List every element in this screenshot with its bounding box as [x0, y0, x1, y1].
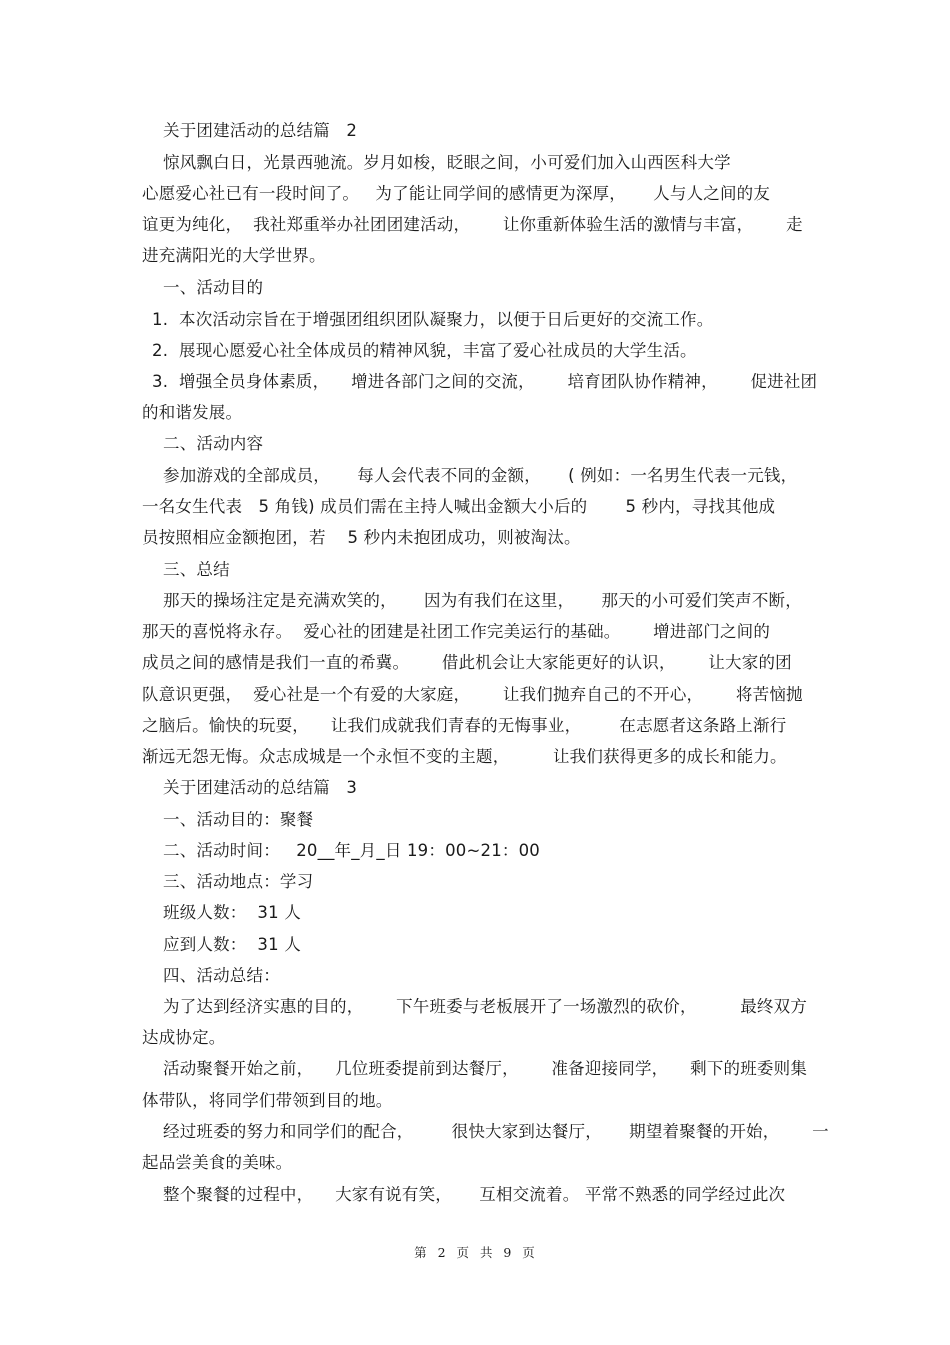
paragraph-line: 达成协定。: [142, 1028, 226, 1047]
subheading: 一、活动目的：聚餐: [163, 810, 314, 829]
paragraph-line: 队意识更强， 爱心社是一个有爱的大家庭， 让我们抛弃自己的不开心， 将苦恼抛: [142, 685, 803, 704]
paragraph-line: 班级人数： 31 人: [163, 903, 301, 922]
subheading: 三、活动地点：学习: [163, 872, 314, 891]
paragraph-line: 惊风飘白日，光景西驰流。岁月如梭，眨眼之间，小可爱们加入山西医科大学: [163, 153, 731, 172]
paragraph-line: 之脑后。愉快的玩耍， 让我们成就我们青春的无悔事业， 在志愿者这条路上渐行: [142, 716, 787, 735]
paragraph-line: 渐远无怨无悔。众志成城是一个永恒不变的主题， 让我们获得更多的成长和能力。: [142, 747, 787, 766]
paragraph-line: 整个聚餐的过程中， 大家有说有笑， 互相交流着。 平常不熟悉的同学经过此次: [163, 1185, 786, 1204]
list-item: 2. 展现心愿爱心社全体成员的精神风貌，丰富了爱心社成员的大学生活。: [152, 341, 697, 360]
paragraph-line: 那天的操场注定是充满欢笑的， 因为有我们在这里， 那天的小可爱们笑声不断，: [163, 591, 802, 610]
section-heading: 关于团建活动的总结篇 3: [163, 778, 358, 797]
subheading: 二、活动时间： 20__年_月_日 19：00~21：00: [163, 841, 540, 860]
paragraph-line: 员按照相应金额抱团，若 5 秒内未抱团成功，则被淘汰。: [142, 528, 581, 547]
subheading: 二、活动内容: [163, 434, 264, 453]
list-item: 3. 增强全员身体素质， 增进各部门之间的交流， 培育团队协作精神， 促进社团: [152, 372, 818, 391]
paragraph-line: 活动聚餐开始之前， 几位班委提前到达餐厅， 准备迎接同学， 剩下的班委则集: [163, 1059, 808, 1078]
paragraph-line: 那天的喜悦将永存。 爱心社的团建是社团工作完美运行的基础。 增进部门之间的: [142, 622, 771, 641]
paragraph-line: 参加游戏的全部成员， 每人会代表不同的金额， ( 例如：一名男生代表一元钱，: [163, 466, 798, 485]
paragraph-line: 心愿爱心社已有一段时间了。 为了能让同学间的感情更为深厚， 人与人之间的友: [142, 184, 771, 203]
paragraph-line: 应到人数： 31 人: [163, 935, 301, 954]
paragraph-line: 谊更为纯化， 我社郑重举办社团团建活动， 让你重新体验生活的激情与丰富， 走: [142, 215, 803, 234]
subheading: 四、活动总结：: [163, 966, 280, 985]
paragraph-line: 成员之间的感情是我们一直的希冀。 借此机会让大家能更好的认识， 让大家的团: [142, 653, 792, 672]
paragraph-line: 起品尝美食的美味。: [142, 1153, 293, 1172]
paragraph-line: 为了达到经济实惠的目的， 下午班委与老板展开了一场激烈的砍价， 最终双方: [163, 997, 808, 1016]
paragraph-line: 的和谐发展。: [142, 403, 243, 422]
subheading: 一、活动目的: [163, 278, 264, 297]
paragraph-line: 进充满阳光的大学世界。: [142, 246, 326, 265]
paragraph-line: 一名女生代表 5 角钱) 成员们需在主持人喊出金额大小后的 5 秒内，寻找其他成: [142, 497, 776, 516]
paragraph-line: 经过班委的努力和同学们的配合， 很快大家到达餐厅， 期望着聚餐的开始， 一: [163, 1122, 829, 1141]
subheading: 三、总结: [163, 560, 230, 579]
list-item: 1. 本次活动宗旨在于增强团组织团队凝聚力，以便于日后更好的交流工作。: [152, 310, 714, 329]
section-heading: 关于团建活动的总结篇 2: [163, 121, 358, 140]
paragraph-line: 体带队，将同学们带领到目的地。: [142, 1091, 393, 1110]
page-number: 第 2 页 共 9 页: [414, 1245, 536, 1260]
